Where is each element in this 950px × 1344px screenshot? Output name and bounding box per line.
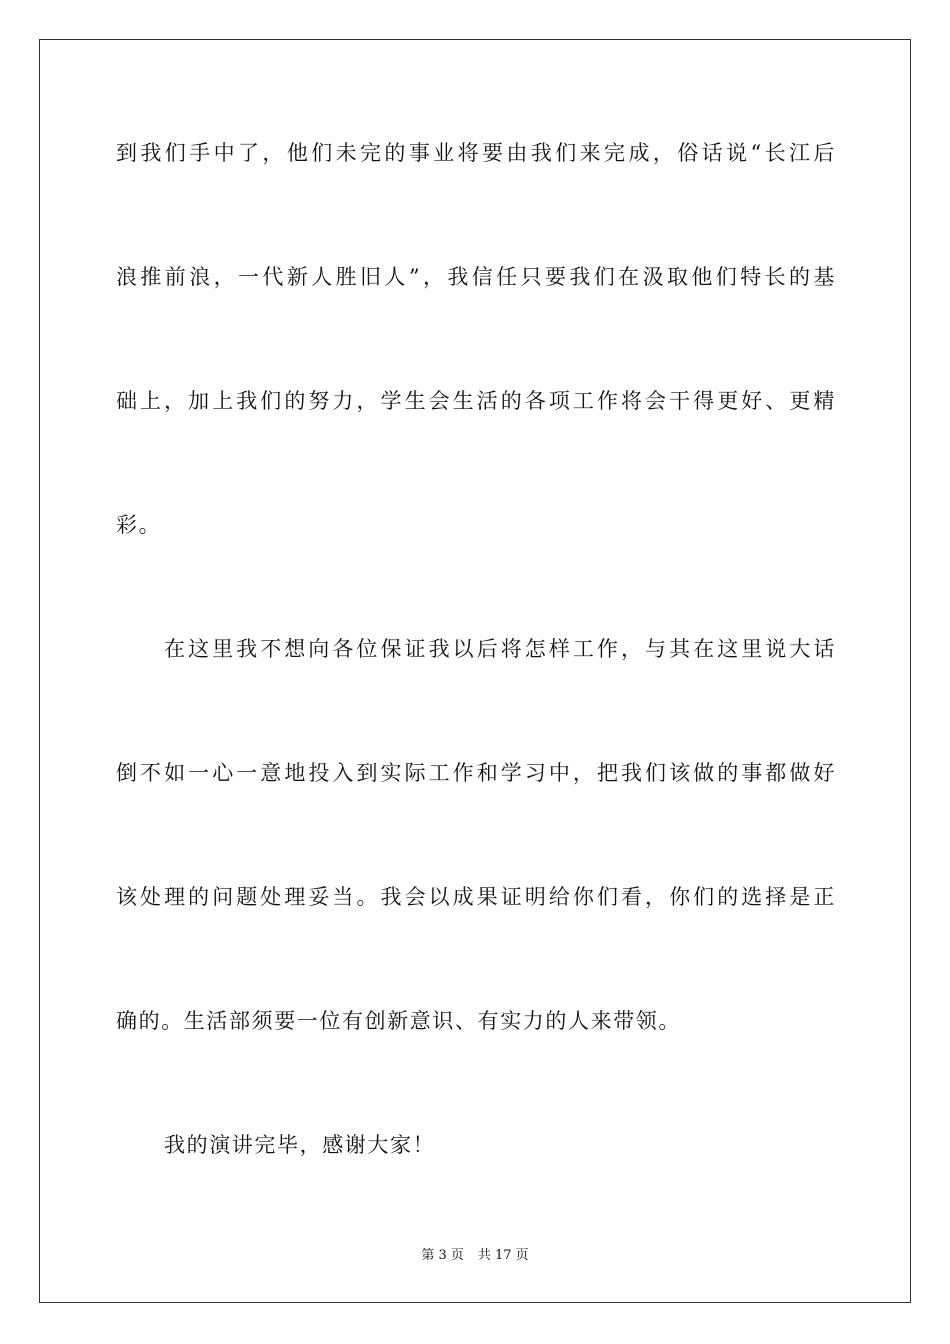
body-text-line-7: 该处理的问题处理妥当。我会以成果证明给你们看，你们的选择是正: [116, 885, 836, 909]
page-total: 共 17 页: [477, 1248, 529, 1263]
body-text-line-3: 础上，加上我们的努力，学生会生活的各项工作将会干得更好、更精: [116, 389, 836, 413]
page-number: 第 3 页: [421, 1248, 464, 1263]
body-text-line-9: 我的演讲完毕，感谢大家！: [164, 1133, 436, 1157]
body-text-line-2: 浪推前浪，一代新人胜旧人”，我信任只要我们在汲取他们特长的基: [116, 265, 836, 289]
body-text-line-4: 彩。: [116, 513, 162, 537]
body-text-line-5: 在这里我不想向各位保证我以后将怎样工作，与其在这里说大话: [164, 637, 836, 661]
page-footer: [0, 1247, 950, 1265]
body-text-line-6: 倒不如一心一意地投入到实际工作和学习中，把我们该做的事都做好: [116, 761, 836, 785]
page-border: [39, 39, 911, 1303]
body-text-line-1: 到我们手中了，他们未完的事业将要由我们来完成，俗话说“长江后: [116, 141, 836, 165]
body-text-line-8: 确的。生活部须要一位有创新意识、有实力的人来带领。: [116, 1009, 681, 1033]
